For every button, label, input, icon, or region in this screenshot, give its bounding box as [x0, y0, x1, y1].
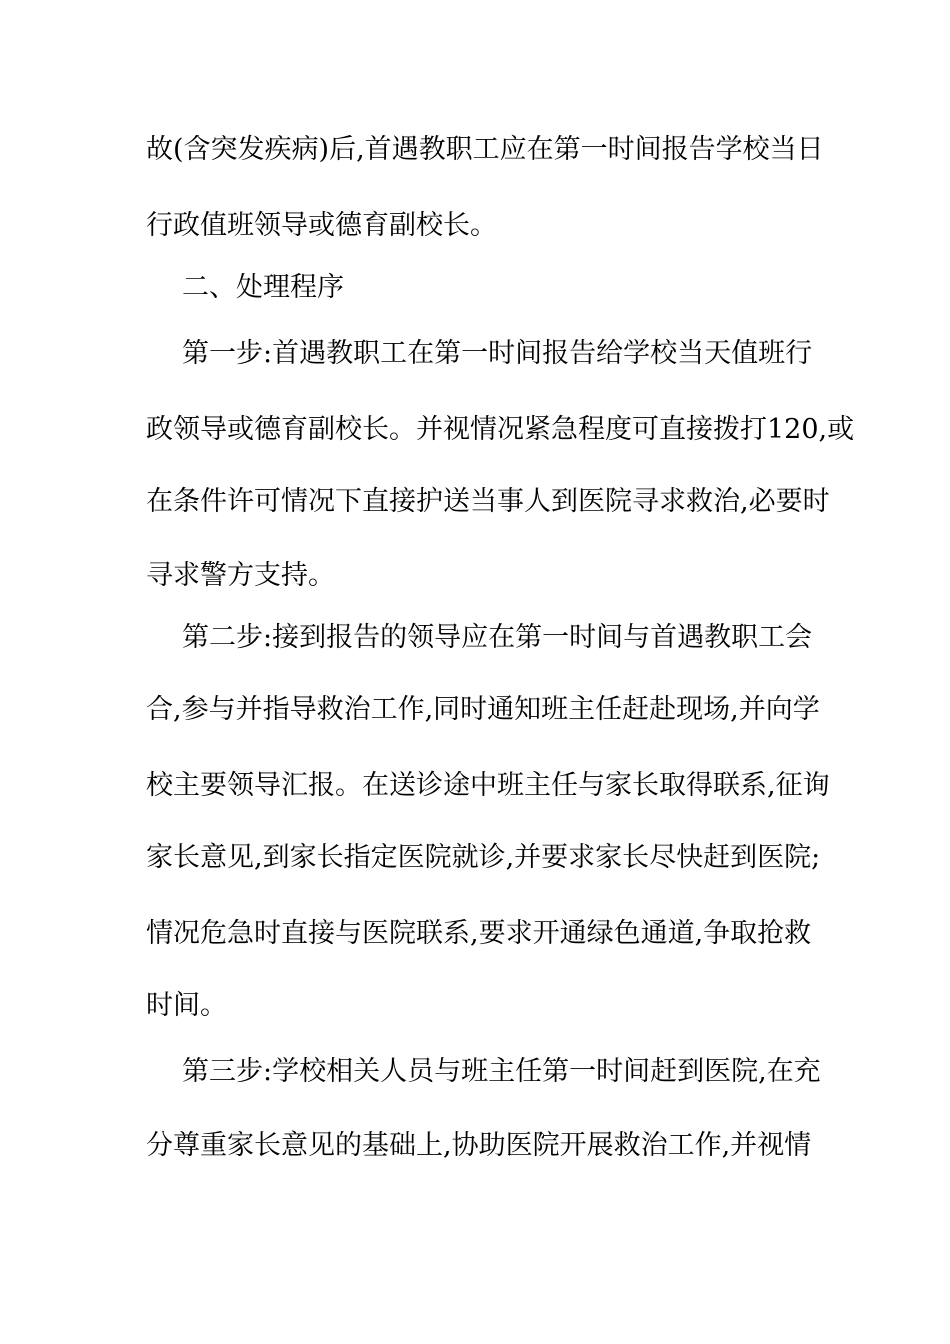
step-paragraph-start: 第一步:首遇教职工在第一时间报告给学校当天值班行 [182, 338, 813, 369]
body-line: 在条件许可情况下直接护送当事人到医院寻求救治,必要时 [146, 486, 830, 517]
body-line: 行政值班领导或德育副校长。 [146, 210, 497, 241]
body-line: 校主要领导汇报。在送诊途中班主任与家长取得联系,征询 [146, 770, 830, 801]
section-heading: 二、处理程序 [182, 272, 344, 303]
body-line: 情况危急时直接与医院联系,要求开通绿色通道,争取抢救 [146, 918, 812, 949]
body-line: 寻求警方支持。 [146, 560, 335, 591]
body-line: 合,参与并指导救治工作,同时通知班主任赶赴现场,并向学 [146, 694, 820, 725]
step-paragraph-start: 第二步:接到报告的领导应在第一时间与首遇教职工会 [182, 622, 813, 653]
body-line: 故(含突发疾病)后,首遇教职工应在第一时间报告学校当日 [146, 134, 824, 165]
body-line: 时间。 [146, 990, 227, 1021]
body-line: 政领导或德育副校长。并视情况紧急程度可直接拨打120,或 [146, 414, 855, 445]
body-line: 分尊重家长意见的基础上,协助医院开展救治工作,并视情 [146, 1130, 812, 1161]
step-paragraph-start: 第三步:学校相关人员与班主任第一时间赶到医院,在充 [182, 1056, 821, 1087]
body-line: 家长意见,到家长指定医院就诊,并要求家长尽快赶到医院; [146, 842, 821, 873]
